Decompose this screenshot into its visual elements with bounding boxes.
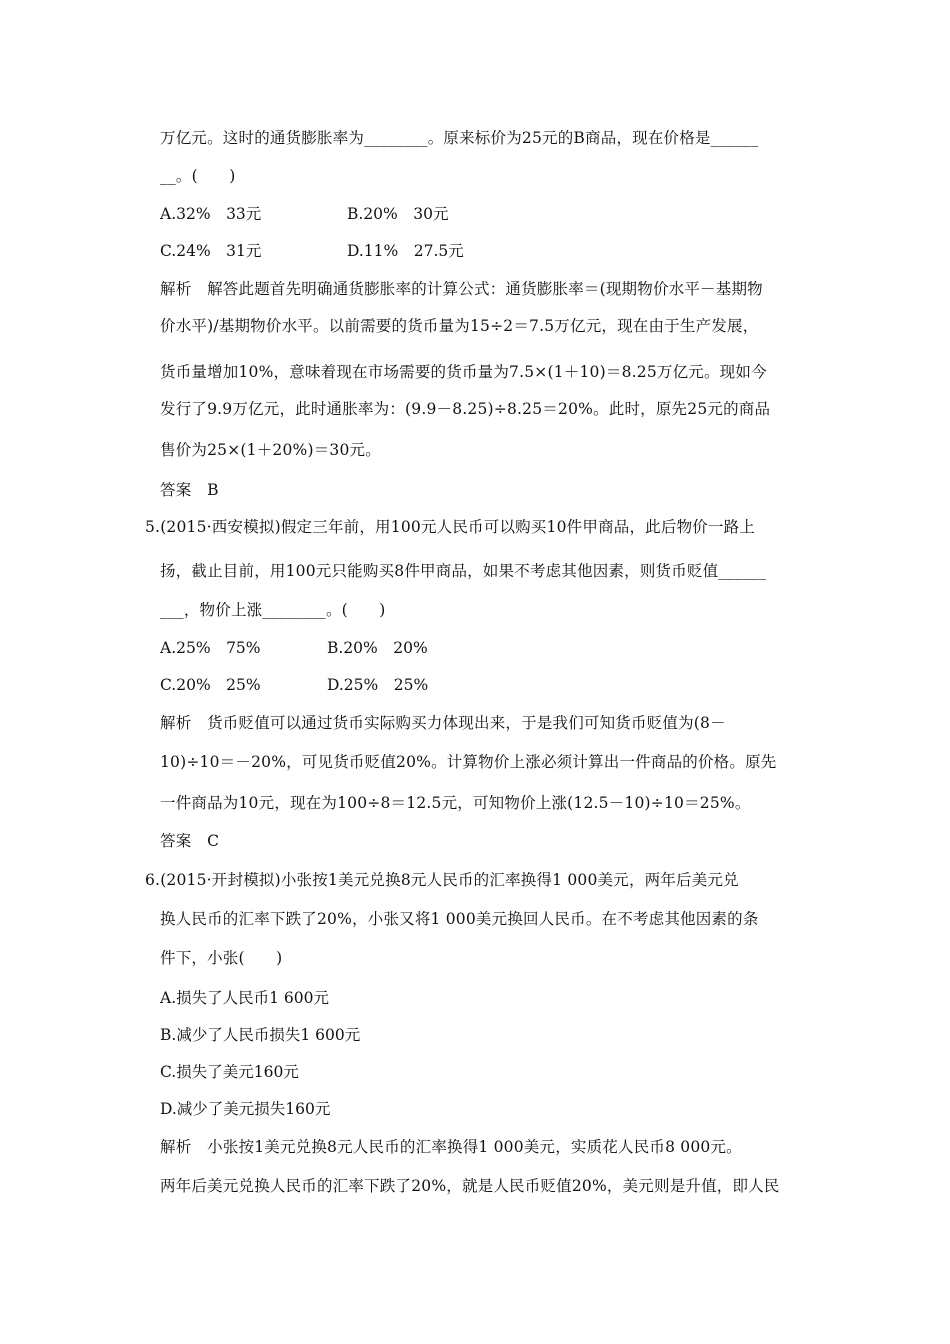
q6-option-c: C.损失了美元160元 <box>160 1063 299 1081</box>
q5-stem-line: 5.(2015·西安模拟)假定三年前，用100元人民币可以购买10件甲商品，此后物价一路上 <box>145 518 756 536</box>
q6-analysis-line: 解析 小张按1美元兑换8元人民币的汇率换得1 000美元，实质花人民币8 000元。 <box>160 1138 742 1156</box>
q4-analysis-line: 解析 解答此题首先明确通货膨胀率的计算公式：通货膨胀率＝(现期物价水平－基期物 <box>160 280 763 298</box>
q5-option-c: C.20% 25% <box>160 676 261 694</box>
q4-analysis-line: 价水平)/基期物价水平。以前需要的货币量为15÷2＝7.5万亿元，现在由于生产发展， <box>160 317 759 335</box>
q5-answer: 答案 C <box>160 832 220 850</box>
q6-option-d: D.减少了美元损失160元 <box>160 1100 331 1118</box>
q4-analysis-line: 发行了9.9万亿元，此时通胀率为：(9.9－8.25)÷8.25＝20%。此时，原先25元的商品 <box>160 400 771 418</box>
q5-analysis-line: 10)÷10＝－20%，可见货币贬值20%。计算物价上涨必须计算出一件商品的价格。原先 <box>160 753 777 771</box>
q6-stem-line: 换人民币的汇率下跌了20%，小张又将1 000美元换回人民币。在不考虑其他因素的条 <box>160 910 759 928</box>
q5-option-b: B.20% 20% <box>327 639 428 657</box>
q5-option-a: A.25% 75% <box>160 639 261 657</box>
q4-analysis-line: 货币量增加10%，意味着现在市场需要的货币量为7.5×(1＋10)＝8.25万亿元。现如今 <box>160 363 767 381</box>
q5-analysis-line: 一件商品为10元，现在为100÷8＝12.5元，可知物价上涨(12.5－10)÷10＝25%。 <box>160 794 751 812</box>
q6-stem-line: 6.(2015·开封模拟)小张按1美元兑换8元人民币的汇率换得1 000美元，两年后美元兑 <box>145 871 739 889</box>
q4-option-a: A.32% 33元 <box>160 205 262 223</box>
q5-stem-line: 扬，截止目前，用100元只能购买8件甲商品，如果不考虑其他因素，则货币贬值______ <box>160 562 767 580</box>
q4-option-c: C.24% 31元 <box>160 242 262 260</box>
q4-stem-line-2: __。( ) <box>160 167 236 185</box>
q6-stem-line: 件下，小张( ) <box>160 949 283 967</box>
q4-stem-line-1: 万亿元。这时的通货膨胀率为________。原来标价为25元的B商品，现在价格是______ <box>160 129 759 147</box>
q5-stem-line: ___，物价上涨________。( ) <box>160 601 386 619</box>
q4-answer: 答案 B <box>160 481 219 499</box>
q6-option-a: A.损失了人民币1 600元 <box>160 989 329 1007</box>
q4-option-b: B.20% 30元 <box>347 205 449 223</box>
q4-analysis-line: 售价为25×(1＋20%)＝30元。 <box>160 441 381 459</box>
q6-option-b: B.减少了人民币损失1 600元 <box>160 1026 361 1044</box>
q6-analysis-line: 两年后美元兑换人民币的汇率下跌了20%，就是人民币贬值20%，美元则是升值，即人民 <box>160 1177 780 1195</box>
q5-analysis-line: 解析 货币贬值可以通过货币实际购买力体现出来，于是我们可知货币贬值为(8－ <box>160 714 726 732</box>
q5-option-d: D.25% 25% <box>327 676 429 694</box>
q4-option-d: D.11% 27.5元 <box>347 242 464 260</box>
